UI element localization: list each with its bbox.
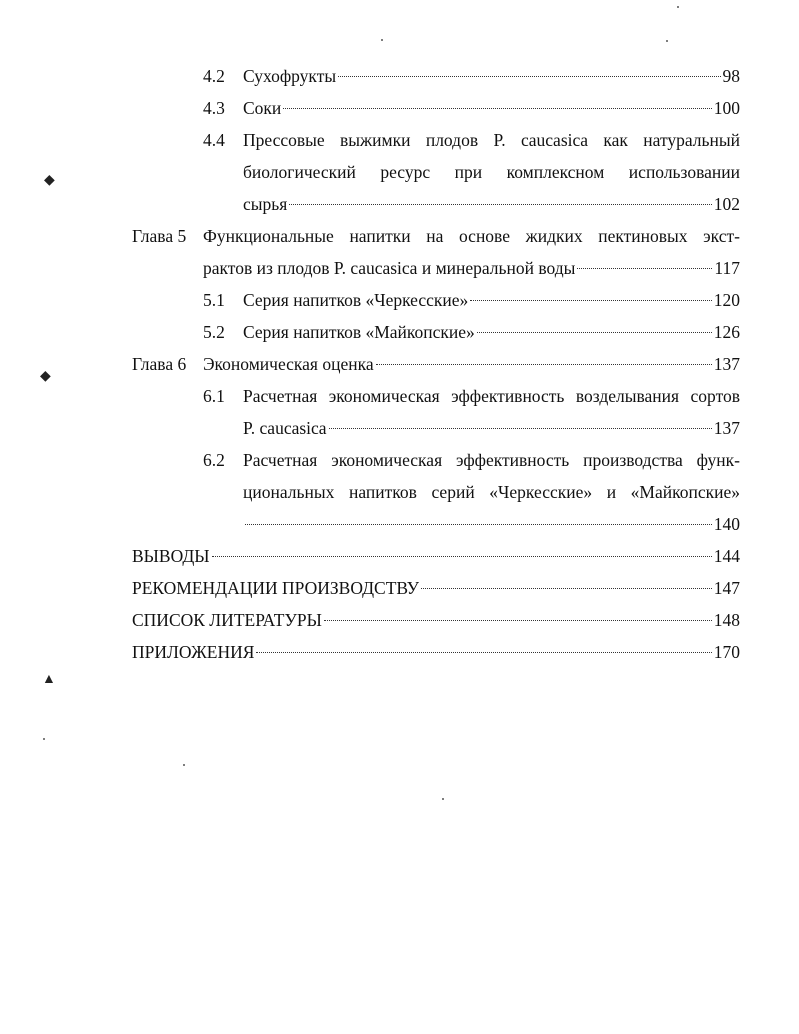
page-number: 148 [713, 610, 740, 630]
toc-entry [0, 124, 799, 156]
table-of-contents [0, 60, 799, 668]
punch-hole-mark: ◆ [40, 369, 51, 384]
page-number: 137 [713, 354, 740, 374]
top-entry-title: СПИСОК ЛИТЕРАТУРЫ [132, 610, 322, 630]
page-number: 144 [713, 546, 740, 566]
dot-leader [329, 428, 712, 429]
page-number: 100 [713, 98, 740, 118]
chapter-label: Глава 5 [132, 226, 187, 246]
toc-top-entry [0, 604, 799, 636]
toc-chapter [0, 348, 799, 380]
punch-hole-mark: ◆ [44, 173, 55, 188]
chapter-title-line: Функциональные напитки на основе жидких пектиновых экст- [203, 226, 740, 246]
page-number: 126 [713, 322, 740, 342]
dot-leader [470, 300, 711, 301]
toc-chapter [0, 220, 799, 252]
page-number: 170 [713, 642, 740, 662]
toc-top-entry [0, 572, 799, 604]
page-number: 137 [713, 418, 740, 438]
section-title-line: сырья [243, 194, 288, 214]
scan-speck [677, 6, 679, 8]
top-entry-title: РЕКОМЕНДАЦИИ ПРОИЗВОДСТВУ [132, 578, 420, 598]
section-title: Серия напитков «Черкесские» [243, 290, 469, 310]
top-entry-title: ВЫВОДЫ [132, 546, 210, 566]
section-title: Серия напитков «Майкопские» [243, 322, 475, 342]
dot-leader [256, 652, 711, 653]
page-number: 140 [713, 514, 740, 534]
toc-entry [0, 316, 799, 348]
chapter-title-line: рактов из плодов P. caucasica и минеральной воды [203, 258, 576, 278]
section-title-line: циональных напитков серий «Черкесские» и «Майкопские» [243, 482, 740, 502]
page-number: 117 [714, 258, 740, 278]
top-entry-title: ПРИЛОЖЕНИЯ [132, 642, 255, 662]
section-title-line: P. caucasica [243, 418, 327, 438]
toc-entry [0, 92, 799, 124]
toc-entry [0, 380, 799, 412]
dot-leader [212, 556, 712, 557]
dot-leader [245, 524, 712, 525]
section-title-line: биологический ресурс при комплексном использовании [243, 162, 740, 182]
section-title: Сухофрукты [243, 66, 337, 86]
toc-entry [0, 60, 799, 92]
section-title-line: Расчетная экономическая эффективность производства функ- [243, 450, 740, 470]
page-number: 120 [713, 290, 740, 310]
page-number: 102 [713, 194, 740, 214]
toc-top-entry [0, 540, 799, 572]
scan-speck [381, 39, 383, 41]
scan-speck [442, 798, 444, 800]
dot-leader [421, 588, 712, 589]
scan-speck [183, 764, 185, 766]
section-number: 4.3 [203, 98, 225, 118]
page-number: 98 [722, 66, 740, 86]
section-number: 5.2 [203, 322, 225, 342]
section-title-line: Расчетная экономическая эффективность возделывания сортов [243, 386, 740, 406]
section-title: Соки [243, 98, 282, 118]
dot-leader [577, 268, 712, 269]
section-number: 4.4 [203, 130, 225, 150]
toc-top-entry [0, 636, 799, 668]
scan-speck [666, 40, 668, 42]
section-title-line: Прессовые выжимки плодов P. caucasica как натуральный [243, 130, 740, 150]
section-number: 6.1 [203, 386, 225, 406]
dot-leader [283, 108, 711, 109]
chapter-title: Экономическая оценка [203, 354, 374, 374]
dot-leader [376, 364, 712, 365]
page-number: 147 [713, 578, 740, 598]
toc-entry [0, 284, 799, 316]
punch-hole-mark: ▲ [42, 672, 56, 687]
section-number: 5.1 [203, 290, 225, 310]
dot-leader [324, 620, 712, 621]
section-number: 6.2 [203, 450, 225, 470]
section-number: 4.2 [203, 66, 225, 86]
chapter-label: Глава 6 [132, 354, 187, 374]
dot-leader [477, 332, 712, 333]
scan-speck [43, 738, 45, 740]
dot-leader [289, 204, 711, 205]
toc-entry [0, 444, 799, 476]
dot-leader [338, 76, 720, 77]
